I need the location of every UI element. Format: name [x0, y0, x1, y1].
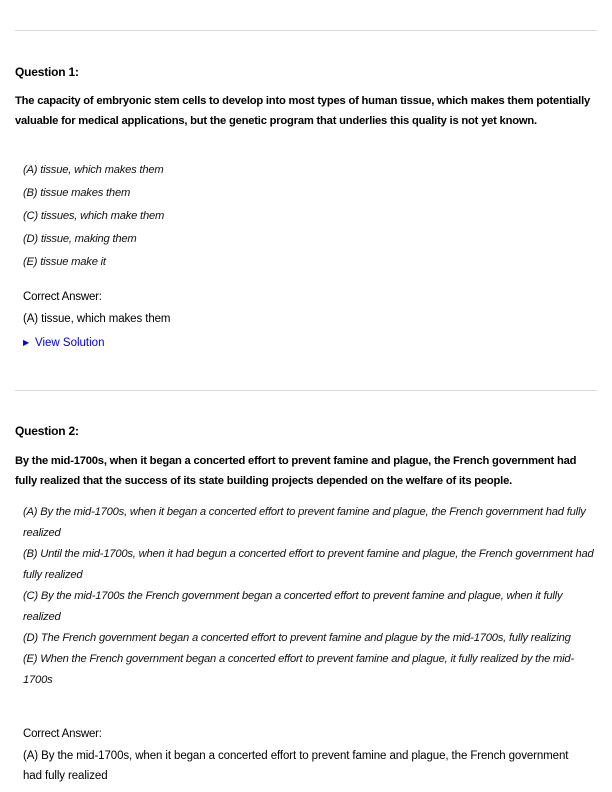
question-2-correct-answer-label: Correct Answer: [23, 728, 102, 740]
question-1-divider [15, 30, 597, 31]
question-2-option-c: (C) By the mid-1700s the French government began a concerted effort to prevent famine and plague, when it fully realized [23, 590, 563, 623]
view-solution-label: View Solution [35, 337, 105, 349]
disclosure-triangle-icon: ▶ [23, 338, 30, 347]
question-2-option-d: (D) The French government began a concerted effort to prevent famine and plague by the mid-1700s, fully realizing [23, 632, 571, 644]
question-2-stem: By the mid-1700s, when it began a concerted effort to prevent famine and plague, the French government had fully realized that the success of its state building projects depended on the welfare of its people. [15, 455, 577, 487]
question-2-divider [15, 390, 597, 391]
question-1-label: Question 1: [15, 65, 79, 79]
question-1-option-e: (E) tissue make it [23, 256, 106, 268]
question-2-option-e: (E) When the French government began a concerted effort to prevent famine and plague, it fully realized by the mid-1700s [23, 653, 574, 686]
question-1-correct-answer-label: Correct Answer: [23, 291, 102, 303]
question-2-correct-answer-value: (A) By the mid-1700s, when it began a concerted effort to prevent famine and plague, the French government had fully realized [23, 750, 569, 782]
question-2-option-b: (B) Until the mid-1700s, when it had begun a concerted effort to prevent famine and plague, the French government had fully realized [23, 548, 594, 581]
question-1-option-b: (B) tissue makes them [23, 187, 131, 199]
question-1-correct-answer-value: (A) tissue, which makes them [23, 313, 171, 325]
question-1-option-c: (C) tissues, which make them [23, 210, 165, 222]
question-2-option-a: (A) By the mid-1700s, when it began a concerted effort to prevent famine and plague, the French government had fully realized [23, 506, 586, 539]
question-2-label: Question 2: [15, 424, 79, 438]
question-1-view-solution-link[interactable] [23, 335, 104, 351]
question-2-options [23, 502, 595, 691]
question-1-option-d: (D) tissue, making them [23, 233, 137, 245]
question-1-options [23, 159, 595, 274]
question-1-option-a: (A) tissue, which makes them [23, 164, 164, 176]
question-1-stem: The capacity of embryonic stem cells to develop into most types of human tissue, which makes them potentially valuable for medical applications, but the genetic program that underlies this quality is not yet known. [15, 95, 591, 127]
